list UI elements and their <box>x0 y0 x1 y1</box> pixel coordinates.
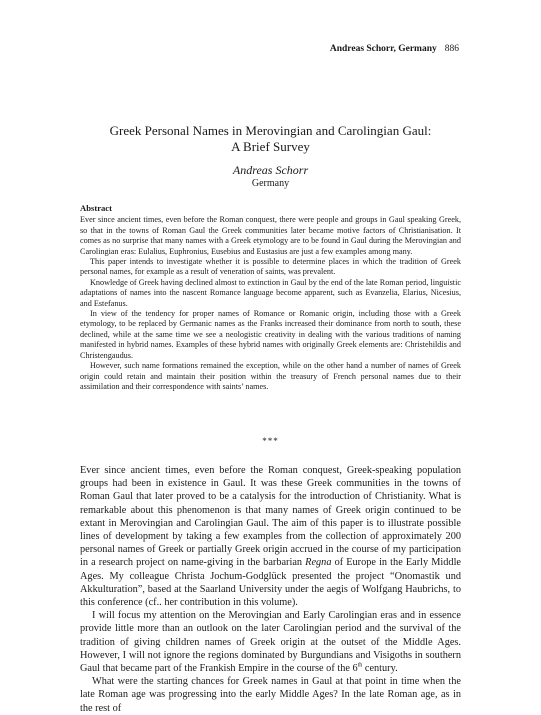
abstract <box>80 203 461 392</box>
body-text-run: I will focus my attention on the Merovingian and Early Carolingian eras and in essence provide little more than an outlook on the later Carolingian period and the survival of the tradition of giving children names of Greek origin at the outset of the Middle Ages. However, I will not ignore the regions dominated by Burgundians and Visigoths in southern Gaul that became part of the Frankish Empire in the course of the 6 <box>80 610 461 675</box>
ordinal-superscript: th <box>357 662 363 669</box>
title-block <box>80 123 461 190</box>
body-paragraph <box>80 609 461 675</box>
running-author: Andreas Schorr, Germany <box>329 44 437 54</box>
author-name: Andreas Schorr <box>232 163 309 177</box>
body-paragraph <box>80 464 461 609</box>
section-separator: *** <box>262 436 279 446</box>
abstract-paragraph: Ever since ancient times, even before the Roman conquest, there were people and groups in Gaul speaking Greek, so that in the towns of Roman Gaul the Greek communities later became motive factors of Christianisation. It comes as no surprise that many names with a Greek etymology are to be found in Gaul during the Merovingian and Carolingian eras: Eulalius, Euphronius, Eusebius and Eustasius are just a few examples among many. <box>80 215 461 256</box>
page-number: 886 <box>444 44 459 54</box>
italic-term: Regna <box>305 557 332 569</box>
abstract-heading: Abstract <box>80 203 112 213</box>
body-text-run: century. <box>362 663 398 675</box>
author-affiliation: Germany <box>251 178 290 189</box>
abstract-paragraph: This paper intends to investigate whether it is possible to determine places in which the tradition of Greek personal names, for example as a result of veneration of saints, was prevalent. <box>80 257 461 277</box>
title-line-1: Greek Personal Names in Merovingian and Carolingian Gaul: <box>109 123 432 138</box>
abstract-paragraph: However, such name formations remained the exception, while on the other hand a number of names of Greek origin could retain and maintain their position within the treasury of French personal names due to their assimilation and their correspondence with saints’ names. <box>80 361 461 391</box>
body-text-run: of Europe in the Early Middle Ages. My colleague Christa Jochum-Godglück presented the project “Onomastik und Akkulturation”, based at the Saarland University under the aegis of Wolfgang Haubrichs, to this conference (cf.. her contribution in this volume). <box>80 557 462 609</box>
abstract-paragraph: In view of the tendency for proper names of Romance or Romanic origin, including those with a Greek etymology, to be replaced by Germanic names as the Franks increased their dominance from north to south, these declined, while at the same time we see a neologistic creativity in dealing with the various traditions of naming manifested in hybrid names. Examples of these hybrid names with originally Greek elements are: Christehildis and Christengaudus. <box>80 309 461 360</box>
running-header <box>330 44 459 54</box>
body-paragraph: What were the starting chances for Greek names in Gaul at that point in time when the late Roman age was progressing into the early Middle Ages? In the late Roman age, as in the rest of <box>80 676 461 714</box>
body-text <box>80 464 461 715</box>
title-line-2: A Brief Survey <box>231 138 310 154</box>
abstract-paragraph: Knowledge of Greek having declined almost to extinction in Gaul by the end of the late Roman period, linguistic adaptations of names into the nascent Romance language become apparent, such as Evanzelia, Elarius, Nicesius, and Estefanus. <box>80 277 461 308</box>
body-text-run: Ever since ancient times, even before the Roman conquest, Greek-speaking population groups had been in existence in Gaul. It was these Greek communities in the towns of Roman Gaul that later proved to be a catalysis for the introduction of Christianity. What is remarkable about this phenomenon is that many names of Greek origin continued to be extant in Merovingian and Carolingian Gaul. The aim of this paper is to illustrate possible lines of development by taking a few examples from the collection of approximately 200 personal names of Greek or partially Greek origin accrued in the course of my participation in a research project on name-giving in the barbarian <box>80 465 461 569</box>
paper-title <box>80 123 461 154</box>
